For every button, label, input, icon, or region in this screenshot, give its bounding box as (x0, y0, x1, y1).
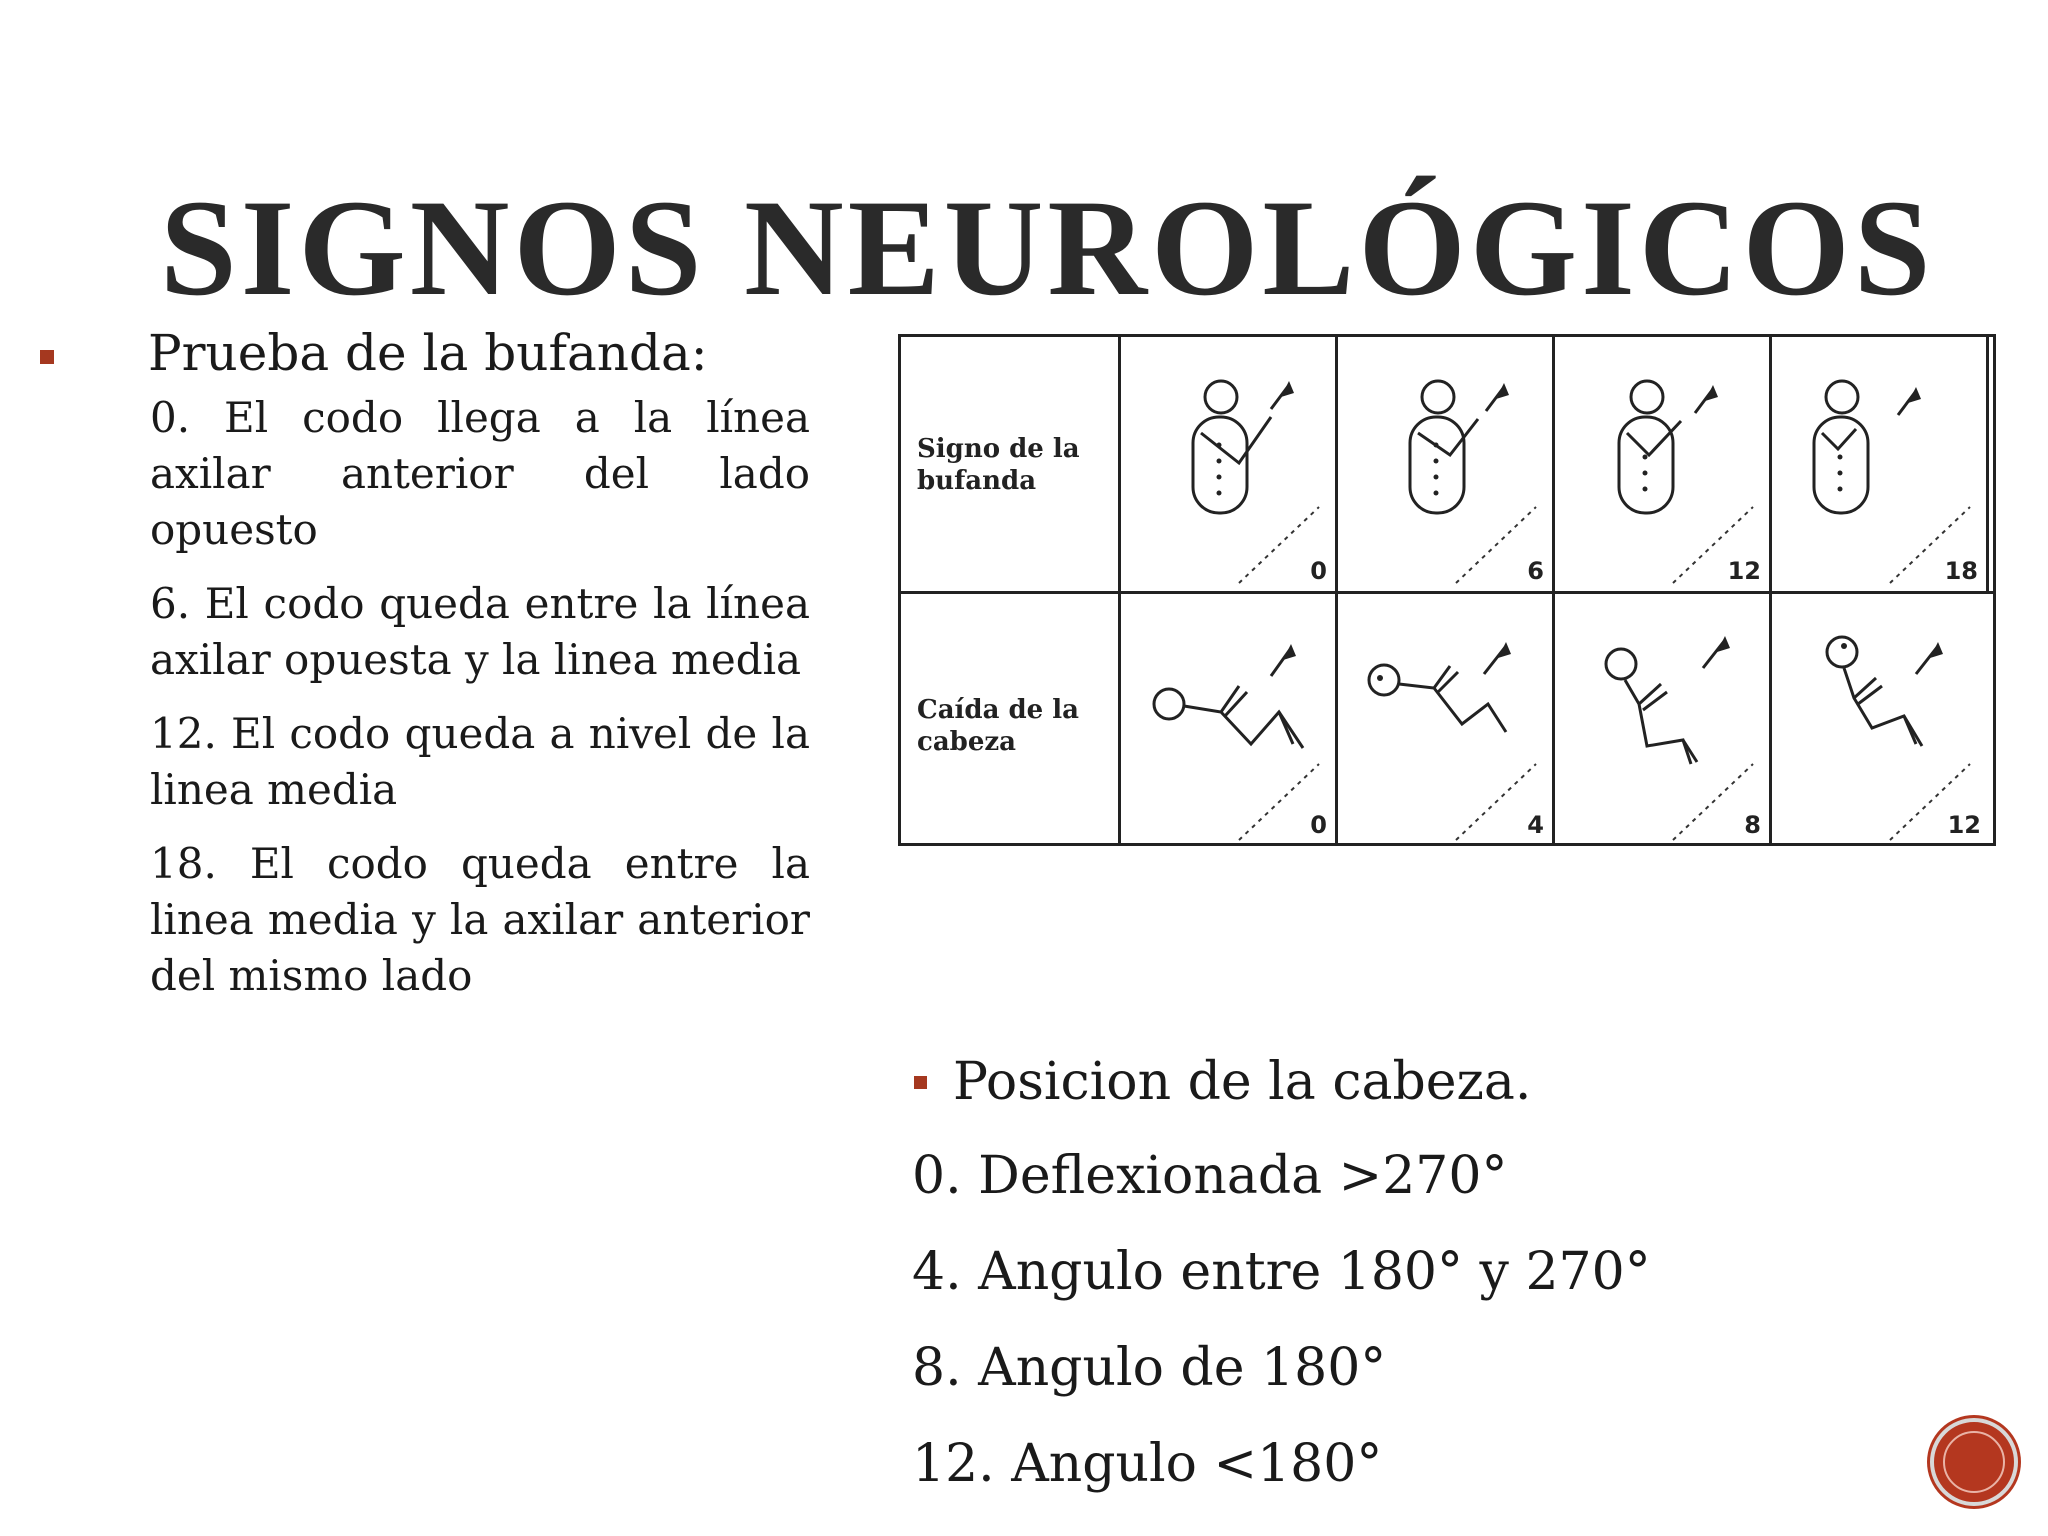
head-drop-figure-icon (1338, 594, 1555, 848)
bufanda-heading-row (40, 318, 780, 388)
cabeza-heading-row (912, 1046, 2012, 1122)
row-label-cell (901, 594, 1121, 845)
figure-row-bufanda (901, 337, 1993, 591)
bufanda-score: 18 (1944, 557, 1978, 585)
bufanda-criterion: 12. El codo queda a nivel de la linea media (150, 709, 810, 814)
slide-title: SIGNOS NEUROLÓGICOS (160, 171, 1935, 324)
row-label-cabeza: Caída de la cabeza (917, 695, 1079, 757)
cabeza-section (912, 1046, 2012, 1500)
bufanda-score: 0 (1310, 557, 1327, 585)
bullet-square-icon (914, 1076, 927, 1089)
scoring-figure (898, 334, 1996, 846)
bufanda-section (40, 318, 810, 1004)
bufanda-cell-18 (1772, 337, 1989, 591)
bufanda-criterion: 6. El codo queda entre la línea axilar opuesta y la linea media (150, 579, 810, 684)
head-drop-figure-icon (1555, 594, 1772, 848)
bufanda-criterion: 18. El codo queda entre la linea media y la axilar anterior del mismo lado (150, 839, 810, 1000)
bufanda-score: 6 (1527, 557, 1544, 585)
scarf-figure-icon (1772, 337, 1989, 591)
cabeza-criterion: 8. Angulo de 180° (912, 1338, 1387, 1398)
figure-row-cabeza (901, 591, 1993, 845)
bufanda-criterion: 0. El codo llega a la línea axilar anterior del lado opuesto (150, 393, 810, 554)
cabeza-cell-0 (1121, 594, 1338, 845)
bufanda-cell-6 (1338, 337, 1555, 591)
cabeza-cell-8 (1555, 594, 1772, 845)
scarf-figure-icon (1338, 337, 1555, 591)
row-label-bufanda: Signo de la bufanda (917, 434, 1080, 496)
bullet-square-icon (40, 350, 54, 364)
cabeza-cell-12 (1772, 594, 1989, 845)
bufanda-cell-0 (1121, 337, 1338, 591)
slide-number-badge-icon (1930, 1418, 2018, 1506)
bufanda-cell-12 (1555, 337, 1772, 591)
head-drop-figure-icon (1121, 594, 1338, 848)
cabeza-criterion: 4. Angulo entre 180° y 270° (912, 1242, 1651, 1302)
scarf-figure-icon (1121, 337, 1338, 591)
scarf-figure-icon (1555, 337, 1772, 591)
cabeza-score: 0 (1310, 811, 1327, 839)
cabeza-criterion: 0. Deflexionada >270° (912, 1146, 1508, 1206)
cabeza-score: 4 (1527, 811, 1544, 839)
cabeza-criterion: 12. Angulo <180° (912, 1434, 1383, 1494)
cabeza-cell-4 (1338, 594, 1555, 845)
cabeza-score: 12 (1947, 811, 1981, 839)
row-label-cell (901, 337, 1121, 591)
bufanda-criteria-list (150, 390, 810, 1004)
cabeza-heading: Posicion de la cabeza. (953, 1052, 1532, 1112)
cabeza-score: 8 (1744, 811, 1761, 839)
bufanda-heading: Prueba de la bufanda: (148, 324, 708, 382)
head-drop-figure-icon (1772, 594, 1989, 848)
bufanda-score: 12 (1727, 557, 1761, 585)
